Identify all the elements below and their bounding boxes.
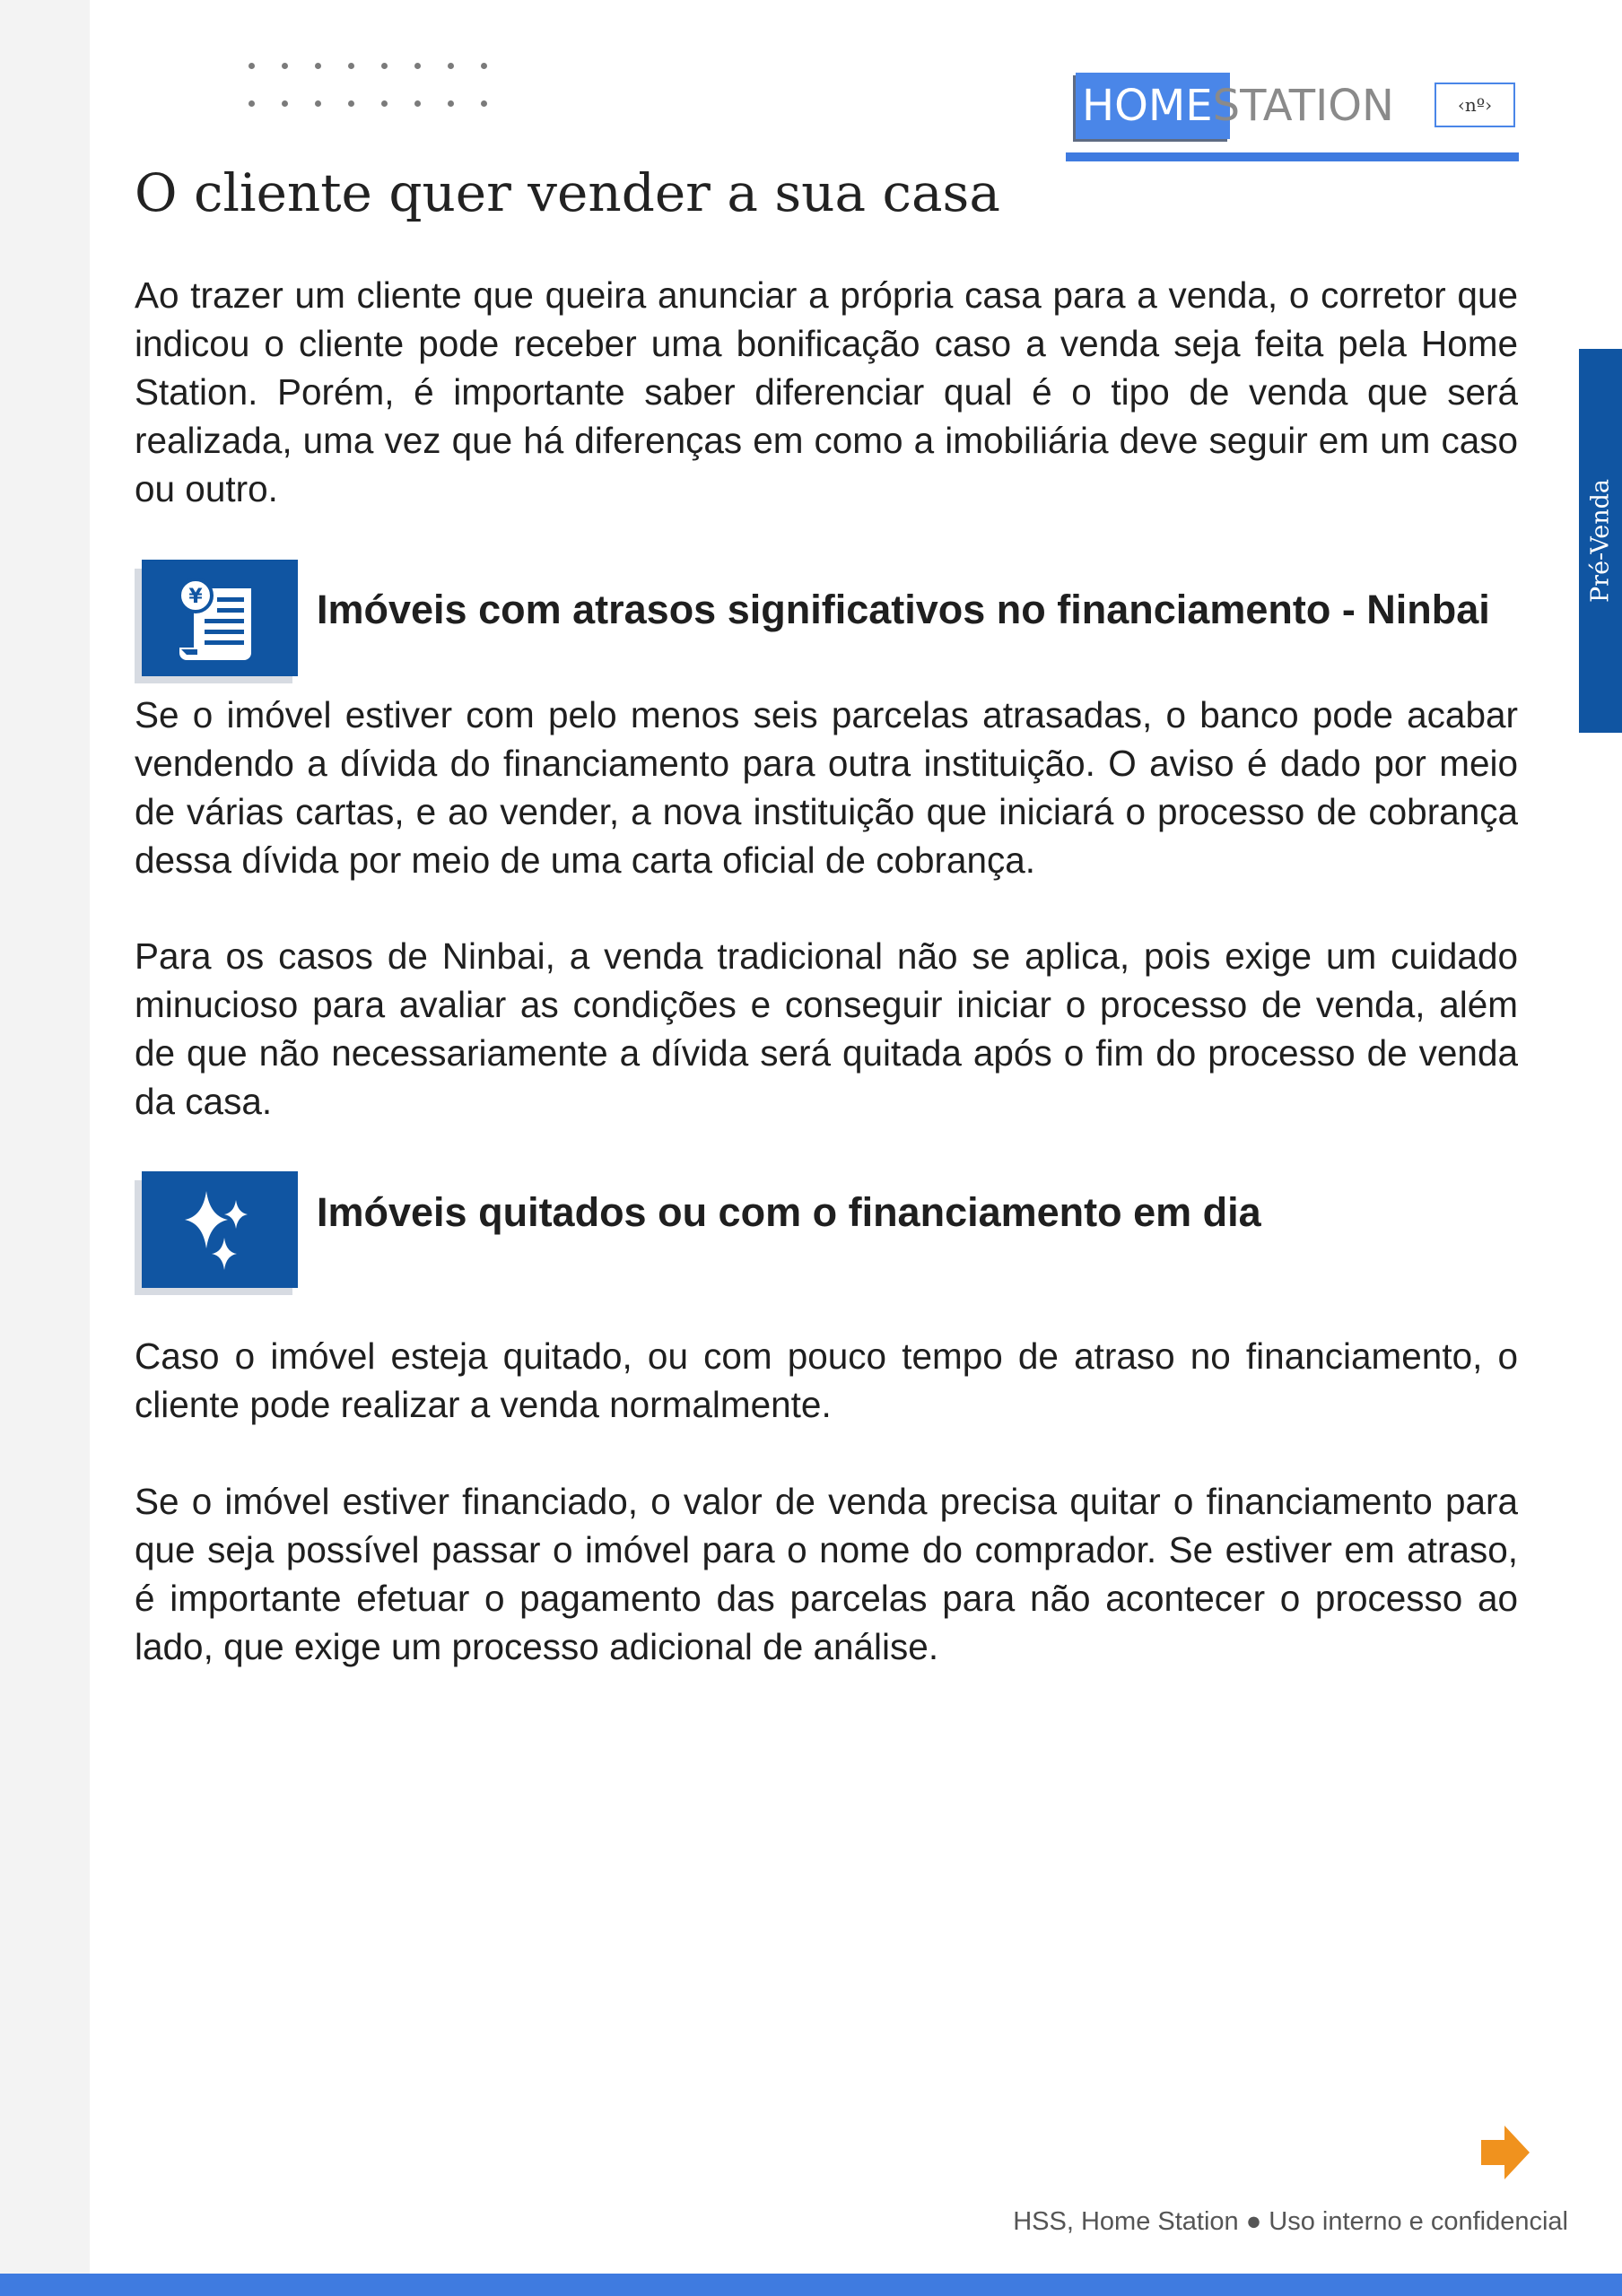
next-page-arrow-icon[interactable] xyxy=(1481,2126,1530,2179)
footer-confidential-note: HSS, Home Station ● Uso interno e confidencial xyxy=(1013,2207,1568,2236)
side-tab-pre-venda[interactable] xyxy=(1579,349,1622,733)
bill-document-icon xyxy=(142,560,298,676)
section-heading-ninbai: Imóveis com atrasos significativos no financiamento - Ninbai xyxy=(317,587,1490,632)
ninbai-paragraph-1: Se o imóvel estiver com pelo menos seis parcelas atrasadas, o banco pode acabar vendendo a dívida do financiamento para outra instituição. O aviso é dado por meio de várias cartas, e ao vender, a nova instituição que iniciará o processo de cobrança dessa dívida por meio de uma carta oficial de cobrança. xyxy=(135,694,1518,881)
quitados-paragraph-1: Caso o imóvel esteja quitado, ou com pouco tempo de atraso no financiamento, o cliente pode realizar a venda normalmente. xyxy=(135,1335,1518,1425)
section-icon-box xyxy=(135,1171,298,1295)
decorative-dot-grid xyxy=(249,63,500,126)
quitados-paragraph-2: Se o imóvel estiver financiado, o valor de venda precisa quitar o financiamento para que seja possível passar o imóvel para o nome do comprador. Se estiver em atraso, é importante efetuar o pagamento das parcelas para não acontecer o processo ao lado, que exige um processo adicional de análise. xyxy=(135,1481,1518,1667)
logo-station-text: STATION xyxy=(1212,81,1394,131)
left-margin-strip xyxy=(0,0,90,2296)
logo-home-text: HOME xyxy=(1082,81,1213,131)
bottom-accent-bar xyxy=(0,2274,1622,2296)
section-icon-box xyxy=(135,560,298,683)
ninbai-paragraph-2: Para os casos de Ninbai, a venda tradicional não se aplica, pois exige um cuidado minucioso para avaliar as condições e conseguir iniciar o processo de venda, além de que não necessariamente a dívida será quitada após o fim do processo de venda da casa. xyxy=(135,935,1518,1122)
logo-underline xyxy=(1066,152,1519,161)
side-tab-label: Pré-Venda xyxy=(1586,479,1615,603)
page-number-box: ‹nº› xyxy=(1435,83,1515,127)
section-heading-quitados: Imóveis quitados ou com o financiamento em dia xyxy=(317,1189,1261,1235)
svg-text:¥: ¥ xyxy=(188,586,203,608)
page-title: O cliente quer vender a sua casa xyxy=(135,162,1000,223)
logo-wordmark xyxy=(1082,81,1394,131)
intro-paragraph: Ao trazer um cliente que queira anunciar a própria casa para a venda, o corretor que indicou o cliente pode receber uma bonificação caso a venda seja feita pela Home Station. Porém, é importante saber diferenciar qual é o tipo de venda que será realizada, uma vez que há diferenças em como a imobiliária deve seguir em um caso ou outro. xyxy=(135,274,1518,509)
sparkles-icon xyxy=(142,1171,298,1288)
